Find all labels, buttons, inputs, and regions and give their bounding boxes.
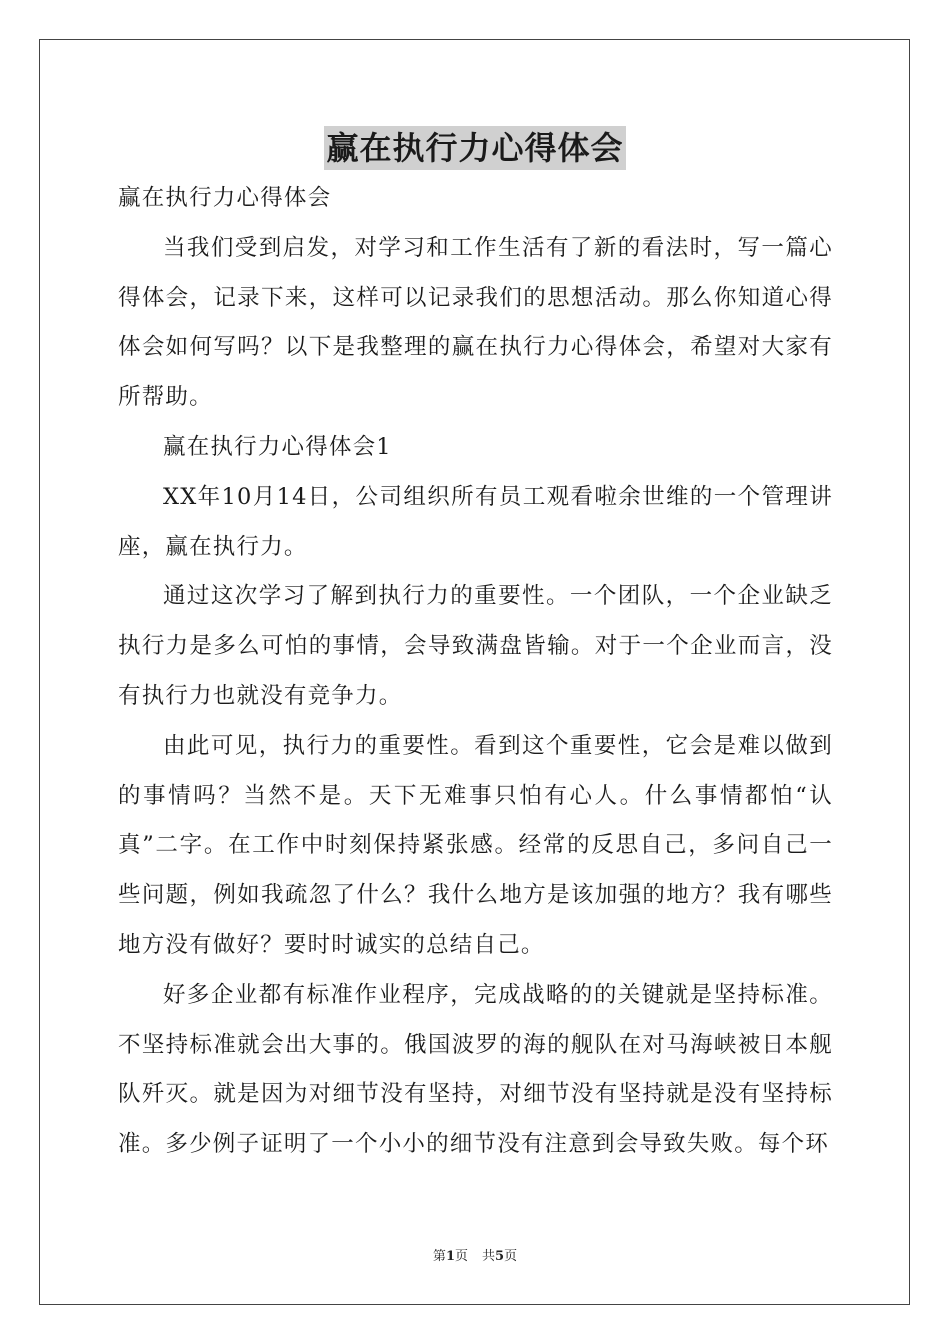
body-paragraph: 由此可见，执行力的重要性。看到这个重要性，它会是难以做到的事情吗？当然不是。天下无难事只怕有心人。什么事情都怕“认真”二字。在工作中时刻保持紧张感。经常的反思自己，多问自己一些问题，例如我疏忽了什么？我什么地方是该加强的地方？我有哪些地方没有做好？要时时诚实的总结自己。 [118, 732, 833, 958]
document-body [118, 174, 833, 1170]
body-paragraph: 当我们受到启发，对学习和工作生活有了新的看法时，写一篇心得体会，记录下来，这样可以记录我们的思想活动。那么你知道心得体会如何写吗？以下是我整理的赢在执行力心得体会，希望对大家有所帮助。 [118, 234, 833, 411]
page-number-prefix: 第 [432, 1249, 446, 1264]
body-paragraph: 赢在执行力心得体会1 [163, 433, 392, 460]
page-total-suffix: 页 [504, 1249, 518, 1264]
page-total-prefix: 共 [482, 1249, 496, 1264]
body-paragraph: 通过这次学习了解到执行力的重要性。一个团队，一个企业缺乏执行力是多么可怕的事情，会导致满盘皆输。对于一个企业而言，没有执行力也就没有竞争力。 [118, 583, 833, 709]
page-number-current: 1 [445, 1249, 455, 1264]
body-paragraph: 赢在执行力心得体会 [118, 185, 332, 211]
body-paragraph: 好多企业都有标准作业程序，完成战略的的关键就是坚持标准。不坚持标准就会出大事的。俄国波罗的海的舰队在对马海峡被日本舰队歼灭。就是因为对细节没有坚持，对细节没有坚持就是没有坚持标准。多少例子证明了一个小小的细节没有注意到会导致失败。每个环 [118, 981, 833, 1158]
page-number-suffix: 页 [454, 1249, 468, 1264]
title-container [0, 126, 950, 170]
page-footer [0, 1248, 950, 1266]
body-paragraph: XX年10月14日，公司组织所有员工观看啦余世维的一个管理讲座，赢在执行力。 [118, 483, 833, 560]
page-total: 5 [495, 1249, 505, 1264]
document-title: 赢在执行力心得体会 [324, 126, 625, 170]
